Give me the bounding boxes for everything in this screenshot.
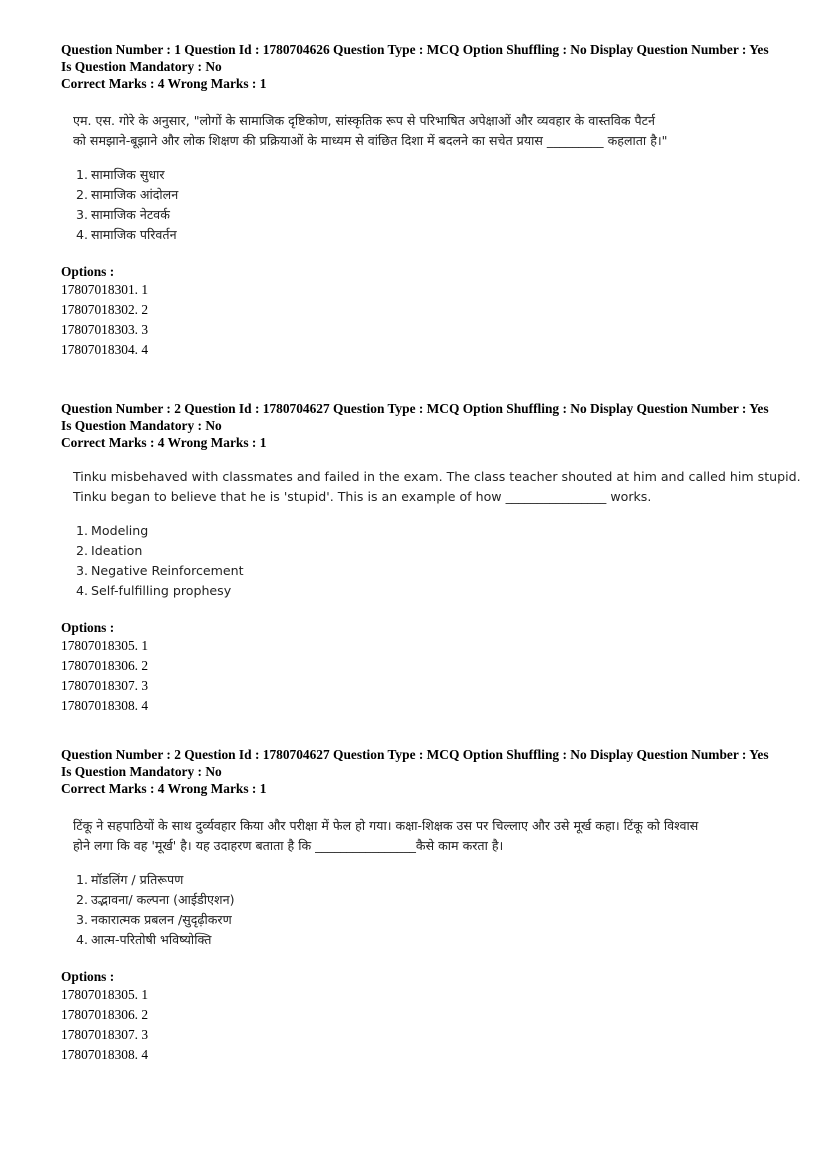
question-mandatory-line: Is Question Mandatory : No [61,764,222,779]
question-block-2 [61,400,801,716]
choice-item: 3. Negative Reinforcement [76,563,244,578]
choice-item: 4. सामाजिक परिवर्तन [76,227,177,242]
question-marks-line: Correct Marks : 4 Wrong Marks : 1 [61,76,267,91]
option-id-item: 17807018308. 4 [61,1047,149,1062]
option-id-item: 17807018308. 4 [61,698,149,713]
question-mandatory-line: Is Question Mandatory : No [61,418,222,433]
option-id-item: 17807018303. 3 [61,322,149,337]
question-meta-line: Question Number : 2 Question Id : 1780704627 Question Type : MCQ Option Shuffling : No Display Question Number : Yes [61,747,769,762]
question-mandatory-line: Is Question Mandatory : No [61,59,222,74]
option-id-item: 17807018304. 4 [61,342,149,357]
question-meta-line: Question Number : 2 Question Id : 1780704627 Question Type : MCQ Option Shuffling : No Display Question Number : Yes [61,401,769,416]
choice-item: 1. सामाजिक सुधार [76,167,165,182]
option-id-item: 17807018305. 1 [61,638,149,653]
option-id-item: 17807018306. 2 [61,658,149,673]
option-id-item: 17807018306. 2 [61,1007,149,1022]
option-id-item: 17807018302. 2 [61,302,149,317]
choice-item: 4. आत्म-परितोषी भविष्योक्ति [76,932,212,947]
option-id-list [61,280,781,360]
option-id-list [61,985,781,1065]
question-block-3 [61,746,781,1065]
choice-item: 2. Ideation [76,543,143,558]
option-id-list [61,636,781,716]
options-heading: Options : [61,264,115,279]
option-id-item: 17807018307. 3 [61,1027,149,1042]
question-marks-line: Correct Marks : 4 Wrong Marks : 1 [61,781,267,796]
question-text-line-1: एम. एस. गोरे के अनुसार, "लोगों के सामाजिक दृष्टिकोण, सांस्कृतिक रूप से परिभाषित अपेक्षाओं और व्यवहार के वास्तविक पैटर्न [73,113,655,128]
options-heading: Options : [61,620,115,635]
choice-item: 3. सामाजिक नेटवर्क [76,207,170,222]
choice-item: 1. मॉडलिंग / प्रतिरूपण [76,872,184,887]
question-text-line-2: होने लगा कि वह 'मूर्ख' है। यह उदाहरण बताता है कि ________________कैसे काम करता है। [73,838,504,853]
question-text-line-2: को समझाने-बूझाने और लोक शिक्षण की प्रक्रियाओं के माध्यम से वांछित दिशा में बदलने का सचेत प्रयास _________ कहलाता है।" [73,133,668,148]
question-meta-line: Question Number : 1 Question Id : 1780704626 Question Type : MCQ Option Shuffling : No Display Question Number : Yes [61,42,769,57]
choice-item: 1. Modeling [76,523,149,538]
choice-item: 3. नकारात्मक प्रबलन /सुदृढ़ीकरण [76,912,232,927]
question-text-line-1: टिंकू ने सहपाठियों के साथ दुर्व्यवहार किया और परीक्षा में फेल हो गया। कक्षा-शिक्षक उस पर चिल्लाए और उसे मूर्ख कहा। टिंकू को विश्वास [73,818,699,833]
answer-choices [61,870,781,950]
choice-item: 2. उद्भावना/ कल्पना (आईडीएशन) [76,892,235,907]
choice-item: 2. सामाजिक आंदोलन [76,187,179,202]
option-id-item: 17807018301. 1 [61,282,149,297]
question-marks-line: Correct Marks : 4 Wrong Marks : 1 [61,435,267,450]
question-text-line-1: Tinku misbehaved with classmates and failed in the exam. The class teacher shouted at him and called him stupid. [73,469,801,484]
choice-item: 4. Self-fulfilling prophesy [76,583,232,598]
option-id-item: 17807018307. 3 [61,678,149,693]
answer-choices [61,521,781,601]
option-id-item: 17807018305. 1 [61,987,149,1002]
answer-choices [61,165,781,245]
question-text-line-2: Tinku began to believe that he is 'stupid'. This is an example of how ________________ works. [73,489,652,504]
question-block-1 [61,41,781,360]
options-heading: Options : [61,969,115,984]
